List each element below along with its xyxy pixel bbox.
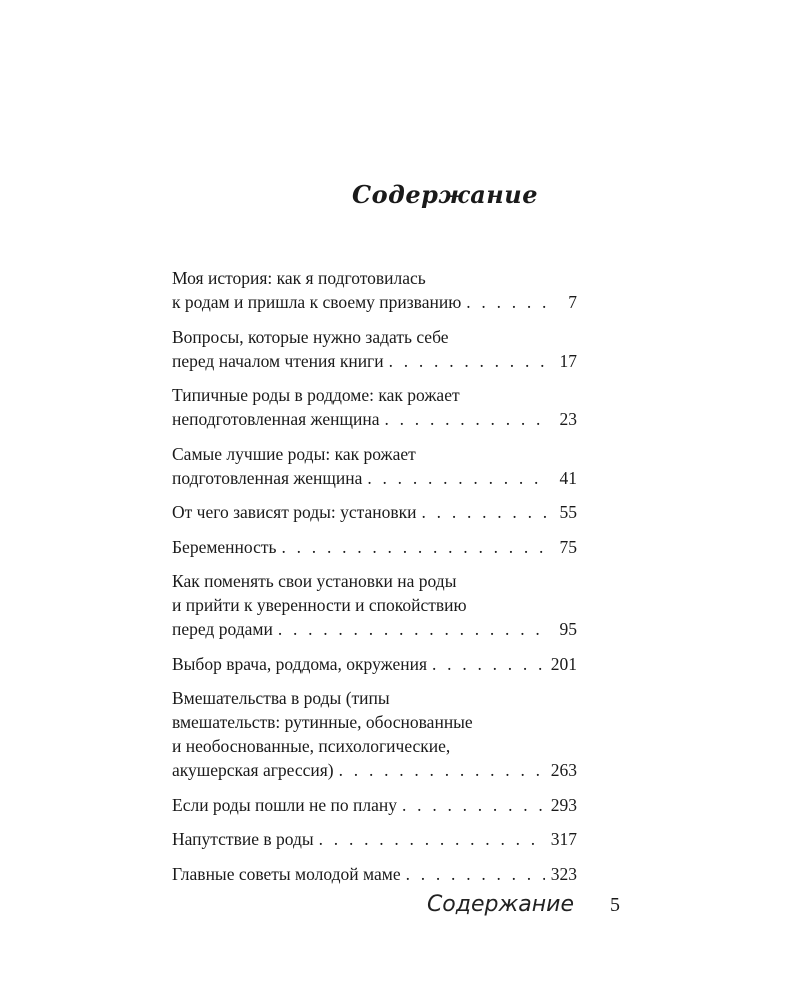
dot-leader bbox=[278, 617, 547, 641]
toc-entry bbox=[172, 569, 577, 641]
toc-entry bbox=[172, 383, 577, 431]
toc-entry bbox=[172, 535, 577, 559]
toc-entry-last-line bbox=[172, 652, 577, 676]
toc-entry-text: перед началом чтения книги bbox=[172, 350, 384, 371]
toc-entry bbox=[172, 652, 577, 676]
toc-entry-text: От чего зависят роды: установки bbox=[172, 502, 417, 522]
dot-leader bbox=[389, 349, 547, 373]
toc-entry-text: Напутствие в роды bbox=[172, 829, 314, 849]
toc-entry-text: и необоснованные, психологические, bbox=[172, 736, 451, 756]
page-number: 5 bbox=[610, 894, 620, 916]
toc-entry-last-line bbox=[172, 407, 577, 431]
toc-entry-text: Моя история: как я подготовилась bbox=[172, 268, 426, 288]
running-title: Содержание bbox=[426, 892, 574, 917]
toc-entry-last-line bbox=[172, 349, 577, 373]
toc-entry-last-line bbox=[172, 535, 577, 559]
toc-entry-last-line bbox=[172, 466, 577, 490]
toc-page-number: 23 bbox=[559, 409, 577, 429]
toc-entry-text: Типичные роды в роддоме: как рожает bbox=[172, 385, 460, 405]
toc-entry-text: и прийти к уверенности и спокойствию bbox=[172, 595, 467, 615]
dot-leader bbox=[339, 758, 545, 782]
page-title: Содержание bbox=[352, 180, 538, 210]
toc-entry-text: Как поменять свои установки на роды bbox=[172, 571, 457, 591]
toc-entry bbox=[172, 862, 577, 886]
toc-entry-last-line bbox=[172, 827, 577, 851]
toc-entry-text: перед родами bbox=[172, 619, 273, 639]
toc-page-number: 55 bbox=[559, 502, 577, 522]
toc-entry-last-line bbox=[172, 793, 577, 817]
toc-entry-text: подготовленная женщина bbox=[172, 467, 363, 488]
dot-leader bbox=[402, 793, 545, 817]
toc-page-number: 17 bbox=[559, 350, 577, 371]
toc-entry-last-line bbox=[172, 758, 577, 782]
page-footer bbox=[0, 892, 620, 917]
toc-entry bbox=[172, 500, 577, 524]
dot-leader bbox=[406, 862, 545, 886]
dot-leader bbox=[367, 466, 547, 490]
dot-leader bbox=[319, 827, 545, 851]
toc-entry-text: вмешательств: рутинные, обоснованные bbox=[172, 712, 473, 732]
toc-entry-text: Главные советы молодой маме bbox=[172, 863, 401, 884]
toc-entry-last-line bbox=[172, 500, 577, 524]
toc-entry bbox=[172, 266, 577, 314]
toc-entry bbox=[172, 442, 577, 490]
toc-entry-text: неподготовленная женщина bbox=[172, 409, 380, 429]
table-of-contents bbox=[172, 266, 577, 896]
toc-entry-text: Выбор врача, роддома, окружения bbox=[172, 653, 427, 674]
toc-page-number: 263 bbox=[550, 760, 577, 780]
toc-entry bbox=[172, 686, 577, 782]
dot-leader bbox=[385, 407, 548, 431]
toc-entry-last-line bbox=[172, 290, 577, 314]
dot-leader bbox=[432, 652, 545, 676]
toc-entry-last-line bbox=[172, 617, 577, 641]
toc-page-number: 41 bbox=[559, 467, 577, 488]
toc-page-number: 317 bbox=[550, 829, 577, 849]
toc-page-number: 95 bbox=[559, 619, 577, 639]
toc-entry bbox=[172, 827, 577, 851]
toc-page-number: 323 bbox=[550, 863, 577, 884]
toc-entry-text: Вопросы, которые нужно задать себе bbox=[172, 326, 449, 347]
toc-entry-text: к родам и пришла к своему призванию bbox=[172, 292, 462, 312]
toc-entry-text: Если роды пошли не по плану bbox=[172, 794, 398, 815]
dot-leader bbox=[466, 290, 547, 314]
toc-page-number: 75 bbox=[559, 536, 577, 557]
toc-entry-text: Самые лучшие роды: как рожает bbox=[172, 443, 416, 464]
dot-leader bbox=[282, 535, 548, 559]
toc-entry-text: Беременность bbox=[172, 536, 277, 557]
dot-leader bbox=[422, 500, 547, 524]
toc-entry bbox=[172, 793, 577, 817]
toc-entry-last-line bbox=[172, 862, 577, 886]
toc-page-number: 293 bbox=[550, 794, 577, 815]
toc-page-number: 201 bbox=[550, 653, 577, 674]
toc-entry bbox=[172, 325, 577, 373]
toc-entry-text: Вмешательства в роды (типы bbox=[172, 688, 390, 708]
toc-page-number: 7 bbox=[568, 292, 577, 312]
toc-entry-text: акушерская агрессия) bbox=[172, 760, 334, 780]
